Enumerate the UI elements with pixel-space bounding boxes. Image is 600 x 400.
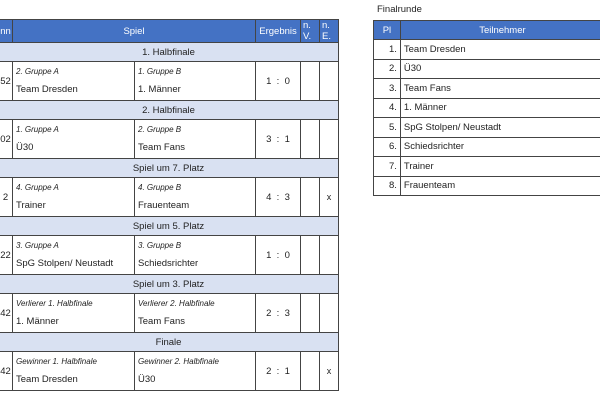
section-title: Finale xyxy=(0,333,339,352)
team2-name: Schiedsrichter xyxy=(138,258,199,269)
rank-position: 3. xyxy=(374,79,401,99)
team2-name: Team Fans xyxy=(138,142,185,153)
team1-name: Trainer xyxy=(16,200,46,211)
rank-position: 4. xyxy=(374,98,401,118)
team1-group: 2. Gruppe A xyxy=(16,67,59,76)
ranking-row xyxy=(374,79,600,99)
team1-cell xyxy=(13,62,135,101)
team2-group: Gewinner 2. Halbfinale xyxy=(138,357,219,366)
team2-cell xyxy=(135,62,256,101)
penalty-cell xyxy=(320,120,339,159)
team2-cell xyxy=(135,294,256,333)
team1-name: Ü30 xyxy=(16,142,34,153)
match-table xyxy=(0,19,339,391)
penalty-cell xyxy=(320,62,339,101)
match-start: 42 xyxy=(0,352,13,391)
ranking-row xyxy=(374,137,600,157)
team2-cell xyxy=(135,178,256,217)
match-row xyxy=(0,120,339,159)
team1-cell xyxy=(13,120,135,159)
ranking-table xyxy=(373,20,600,196)
score-separator: : xyxy=(276,365,280,377)
rank-position: 5. xyxy=(374,118,401,138)
team2-cell xyxy=(135,236,256,275)
team1-cell xyxy=(13,236,135,275)
team1-name: SpG Stolpen/ Neustadt xyxy=(16,258,114,269)
team2-group: 1. Gruppe B xyxy=(138,67,182,76)
section-row xyxy=(0,159,339,178)
overtime-cell xyxy=(301,62,320,101)
team1-group: 1. Gruppe A xyxy=(16,125,59,134)
section-row xyxy=(0,101,339,120)
match-row xyxy=(0,62,339,101)
team1-cell xyxy=(13,294,135,333)
rank-position: 7. xyxy=(374,157,401,177)
team2-name: Frauenteam xyxy=(138,200,190,211)
section-title: Spiel um 5. Platz xyxy=(0,217,339,236)
team1-group: Gewinner 1. Halbfinale xyxy=(16,357,97,366)
rank-team: Team Fans xyxy=(400,79,600,99)
score-home: 1 xyxy=(266,75,272,87)
score-separator: : xyxy=(276,133,280,145)
match-start: 22 xyxy=(0,236,13,275)
score-separator: : xyxy=(276,249,280,261)
match-schedule xyxy=(0,19,346,391)
match-table-header xyxy=(0,20,339,43)
team2-name: Ü30 xyxy=(138,374,156,385)
score-separator: : xyxy=(276,307,280,319)
result-cell xyxy=(256,62,301,101)
ranking-row xyxy=(374,40,600,60)
team2-name: Team Fans xyxy=(138,316,185,327)
final-ranking-title: Finalrunde xyxy=(377,4,422,15)
score-away: 3 xyxy=(284,191,290,203)
score-away: 0 xyxy=(284,249,290,261)
team2-group: 4. Gruppe B xyxy=(138,183,182,192)
result-cell xyxy=(256,178,301,217)
result-cell xyxy=(256,236,301,275)
team2-cell xyxy=(135,352,256,391)
team1-group: 4. Gruppe A xyxy=(16,183,59,192)
header-pl: Pl xyxy=(374,21,401,40)
match-start: 42 xyxy=(0,294,13,333)
section-row xyxy=(0,217,339,236)
score-home: 4 xyxy=(266,191,272,203)
score-home: 3 xyxy=(266,133,272,145)
ranking-row xyxy=(374,157,600,177)
score-away: 0 xyxy=(284,75,290,87)
team2-cell xyxy=(135,120,256,159)
team1-cell xyxy=(13,178,135,217)
ranking-row xyxy=(374,59,600,79)
match-row xyxy=(0,352,339,391)
rank-team: Ü30 xyxy=(400,59,600,79)
team2-group: 3. Gruppe B xyxy=(138,241,182,250)
ranking-row xyxy=(374,118,600,138)
penalty-cell: x xyxy=(320,352,339,391)
score-home: 1 xyxy=(266,249,272,261)
match-start: 52 xyxy=(0,62,13,101)
team1-name: Team Dresden xyxy=(16,374,78,385)
overtime-cell xyxy=(301,236,320,275)
rank-team: SpG Stolpen/ Neustadt xyxy=(400,118,600,138)
result-cell xyxy=(256,120,301,159)
team1-name: 1. Männer xyxy=(16,316,59,327)
overtime-cell xyxy=(301,352,320,391)
overtime-cell xyxy=(301,178,320,217)
final-ranking xyxy=(373,20,600,196)
header-ne: n. E. xyxy=(320,20,339,43)
penalty-cell xyxy=(320,294,339,333)
rank-team: 1. Männer xyxy=(400,98,600,118)
overtime-cell xyxy=(301,120,320,159)
ranking-table-header xyxy=(374,21,600,40)
rank-position: 8. xyxy=(374,176,401,196)
match-row xyxy=(0,294,339,333)
section-title: Spiel um 3. Platz xyxy=(0,275,339,294)
section-row xyxy=(0,333,339,352)
header-nv: n. V. xyxy=(301,20,320,43)
score-away: 3 xyxy=(284,307,290,319)
section-row xyxy=(0,275,339,294)
result-cell xyxy=(256,352,301,391)
team2-group: Verlierer 2. Halbfinale xyxy=(138,299,215,308)
header-beginn: nn xyxy=(0,20,13,43)
score-separator: : xyxy=(276,191,280,203)
match-row xyxy=(0,178,339,217)
team1-group: 3. Gruppe A xyxy=(16,241,59,250)
team2-group: 2. Gruppe B xyxy=(138,125,182,134)
score-home: 2 xyxy=(266,307,272,319)
penalty-cell xyxy=(320,236,339,275)
rank-position: 6. xyxy=(374,137,401,157)
score-separator: : xyxy=(276,75,280,87)
match-start: 02 xyxy=(0,120,13,159)
rank-team: Schiedsrichter xyxy=(400,137,600,157)
score-away: 1 xyxy=(284,133,290,145)
rank-position: 1. xyxy=(374,40,401,60)
overtime-cell xyxy=(301,294,320,333)
section-title: 1. Halbfinale xyxy=(0,43,339,62)
match-start: 2 xyxy=(0,178,13,217)
match-row xyxy=(0,236,339,275)
score-home: 2 xyxy=(266,365,272,377)
header-spiel: Spiel xyxy=(13,20,256,43)
section-row xyxy=(0,43,339,62)
team1-cell xyxy=(13,352,135,391)
section-title: Spiel um 7. Platz xyxy=(0,159,339,178)
ranking-row xyxy=(374,176,600,196)
ranking-row xyxy=(374,98,600,118)
score-away: 1 xyxy=(284,365,290,377)
rank-team: Trainer xyxy=(400,157,600,177)
rank-position: 2. xyxy=(374,59,401,79)
team2-name: 1. Männer xyxy=(138,84,181,95)
team1-group: Verlierer 1. Halbfinale xyxy=(16,299,93,308)
header-teilnehmer: Teilnehmer xyxy=(400,21,600,40)
rank-team: Frauenteam xyxy=(400,176,600,196)
team1-name: Team Dresden xyxy=(16,84,78,95)
section-title: 2. Halbfinale xyxy=(0,101,339,120)
header-ergebnis: Ergebnis xyxy=(256,20,301,43)
rank-team: Team Dresden xyxy=(400,40,600,60)
result-cell xyxy=(256,294,301,333)
penalty-cell: x xyxy=(320,178,339,217)
